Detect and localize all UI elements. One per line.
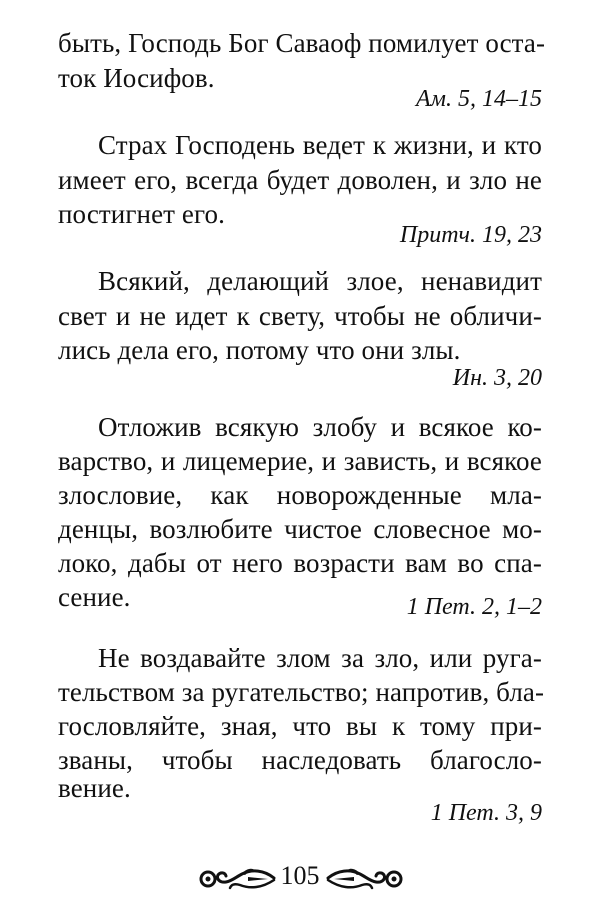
passage-4-line-2: варство, и лицемерие, и зависть, и всякое xyxy=(58,446,542,476)
passage-5-line-5: вение. xyxy=(58,773,131,803)
passage-1-line-2: ток Иосифов. xyxy=(58,63,215,93)
passage-5-line-4: званы, чтобы наследовать благосло- xyxy=(58,745,542,775)
passage-4-line-3: злословие, как новорожденные мла- xyxy=(58,480,542,510)
passage-4-reference: 1 Пет. 2, 1–2 xyxy=(406,594,542,620)
passage-4-line-5: локо, дабы от него возрасти вам во спа- xyxy=(58,548,542,578)
passage-5-line-3: гословляйте, зная, что вы к тому при- xyxy=(58,711,542,741)
passage-2-line-2: имеет его, всегда будет доволен, и зло не xyxy=(58,165,542,195)
passage-4-line-4: денцы, возлюбите чистое словесное мо- xyxy=(58,514,542,544)
passage-1-reference: Ам. 5, 14–15 xyxy=(416,86,542,112)
passage-4-line-1: Отложив всякую злобу и всякое ко- xyxy=(98,412,542,442)
page-number: 105 xyxy=(280,861,320,890)
passage-5-reference: 1 Пет. 3, 9 xyxy=(430,800,542,826)
page-footer xyxy=(0,858,600,902)
passage-3-line-1: Всякий, делающий злое, ненавидит xyxy=(98,266,542,296)
passage-2-line-3: постигнет его. xyxy=(58,199,225,229)
passage-3-line-2: свет и не идет к свету, чтобы не обличи- xyxy=(58,301,542,331)
passage-2-line-1: Страх Господень ведет к жизни, и кто xyxy=(98,130,542,160)
passage-2-reference: Притч. 19, 23 xyxy=(399,222,542,248)
passage-5-line-2: тельством за ругательство; напротив, бла- xyxy=(58,677,545,707)
passage-3-reference: Ин. 3, 20 xyxy=(452,365,542,391)
passage-5-line-1: Не воздавайте злом за зло, или руга- xyxy=(98,643,542,673)
scroll-ornament-right-icon xyxy=(326,864,404,894)
passage-1-line-1: быть, Господь Бог Саваоф помилует оста- xyxy=(58,28,546,58)
passage-4-line-6: сение. xyxy=(58,582,131,612)
passage-3-line-3: лись дела его, потому что они злы. xyxy=(58,335,461,365)
scroll-ornament-left-icon xyxy=(198,864,276,894)
